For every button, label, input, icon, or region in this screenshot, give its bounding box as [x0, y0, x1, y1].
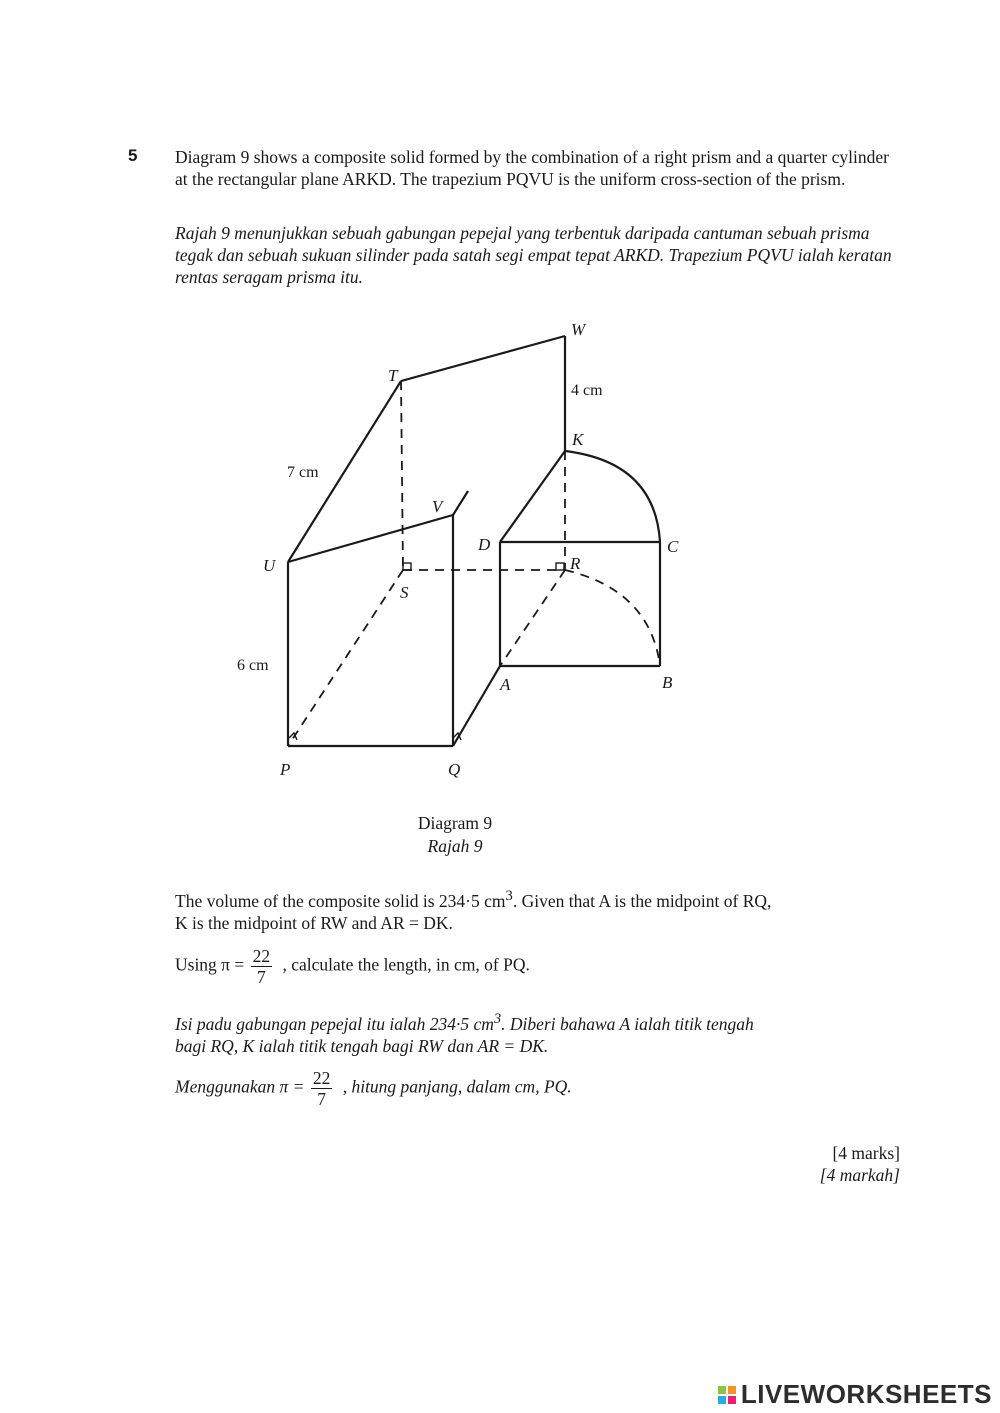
label-k: K — [572, 430, 584, 449]
measure-ut: 7 cm — [287, 464, 319, 481]
logo-square-green — [718, 1386, 726, 1394]
statement-english-line1: The volume of the composite solid is 234·5 $cm^3$. Given that A is the midpoint of RQ, — [175, 888, 772, 911]
edge-qa — [453, 666, 500, 746]
measure-pu: 6 cm — [237, 657, 269, 674]
label-b: B — [662, 673, 673, 692]
label-q: Q — [448, 760, 461, 779]
logo-text: LIVEWORKSHEETS — [740, 1379, 992, 1409]
logo-icon — [718, 1386, 736, 1404]
right-angle-s — [403, 563, 411, 570]
using-pi-instruction: , calculate the length, in cm, of PQ. — [278, 954, 530, 975]
intro-malay-text: Rajah 9 menunjukkan sebuah gabungan pepejal yang terbentuk daripada cantuman sebuah prisma tegak dan sebuah sukuan silinder pada satah segi empat tepat ARKD. Trapezium PQVU ialah keratan rentas seragam prisma itu. — [175, 223, 892, 287]
measure-wk: 4 cm — [571, 382, 603, 399]
label-p: P — [280, 760, 291, 779]
edge-kd — [500, 451, 565, 542]
marks-english: [4 marks] — [832, 1143, 900, 1163]
question-number: 5 — [128, 146, 138, 165]
pi-fraction-malay: $\frac{22}{7}$ — [312, 1068, 331, 1109]
using-pi-malay — [175, 1068, 900, 1109]
label-v: V — [432, 497, 443, 516]
statement-english-line2: K is the midpoint of RW and AR = DK. — [175, 912, 453, 933]
question-intro-english — [175, 146, 900, 190]
label-d: D — [478, 535, 491, 554]
marks-allocation — [820, 1142, 900, 1186]
using-pi-text: Using π = — [175, 954, 249, 975]
intro-english-text: Diagram 9 shows a composite solid formed by the combination of a right prism and a quarter cylinder at the rectangular plane ARKD. The trapezium PQVU is the uniform cross-section of the prism. — [175, 147, 889, 189]
diagram-caption-malay: Rajah 9 — [427, 836, 483, 856]
statement-malay — [175, 1008, 900, 1057]
label-c: C — [667, 537, 679, 556]
statement-malay-line1: Isi padu gabungan pepejal itu ialah 234·5 $cm^3$. Diberi bahawa A ialah titik tengah — [175, 1011, 754, 1034]
edge-tw — [401, 336, 565, 381]
label-w: W — [571, 320, 586, 339]
arc-kc — [565, 451, 660, 542]
label-r: R — [570, 554, 581, 573]
diagram-caption-english: Diagram 9 — [417, 813, 493, 833]
right-angle-r — [556, 563, 564, 570]
hidden-edge-ra — [500, 570, 565, 666]
hidden-arc-rb — [565, 570, 660, 666]
hidden-edge-ts — [401, 381, 403, 570]
label-a: A — [500, 675, 511, 694]
statement-english — [175, 885, 900, 934]
diagram-9 — [0, 300, 1000, 820]
label-u: U — [263, 556, 276, 575]
edge-vw-upper — [453, 491, 468, 515]
hidden-edge-sp — [288, 570, 403, 746]
label-s: S — [400, 583, 409, 602]
using-pi-malay-instruction: , hitung panjang, dalam cm, PQ. — [338, 1076, 572, 1097]
logo-square-pink — [728, 1396, 736, 1404]
pi-fraction: $\frac{22}{7}$ — [252, 946, 271, 987]
liveworksheets-logo — [718, 1379, 992, 1410]
statement-malay-line2: bagi RQ, K ialah titik tengah bagi RW dan AR = DK. — [175, 1035, 549, 1056]
using-pi-english — [175, 946, 900, 987]
marks-malay: [4 markah] — [819, 1165, 900, 1185]
question-intro-malay — [175, 222, 900, 288]
logo-square-orange — [728, 1386, 736, 1394]
using-pi-malay-text: Menggunakan π = — [175, 1076, 309, 1097]
label-t: T — [388, 366, 398, 385]
logo-square-blue — [718, 1396, 726, 1404]
